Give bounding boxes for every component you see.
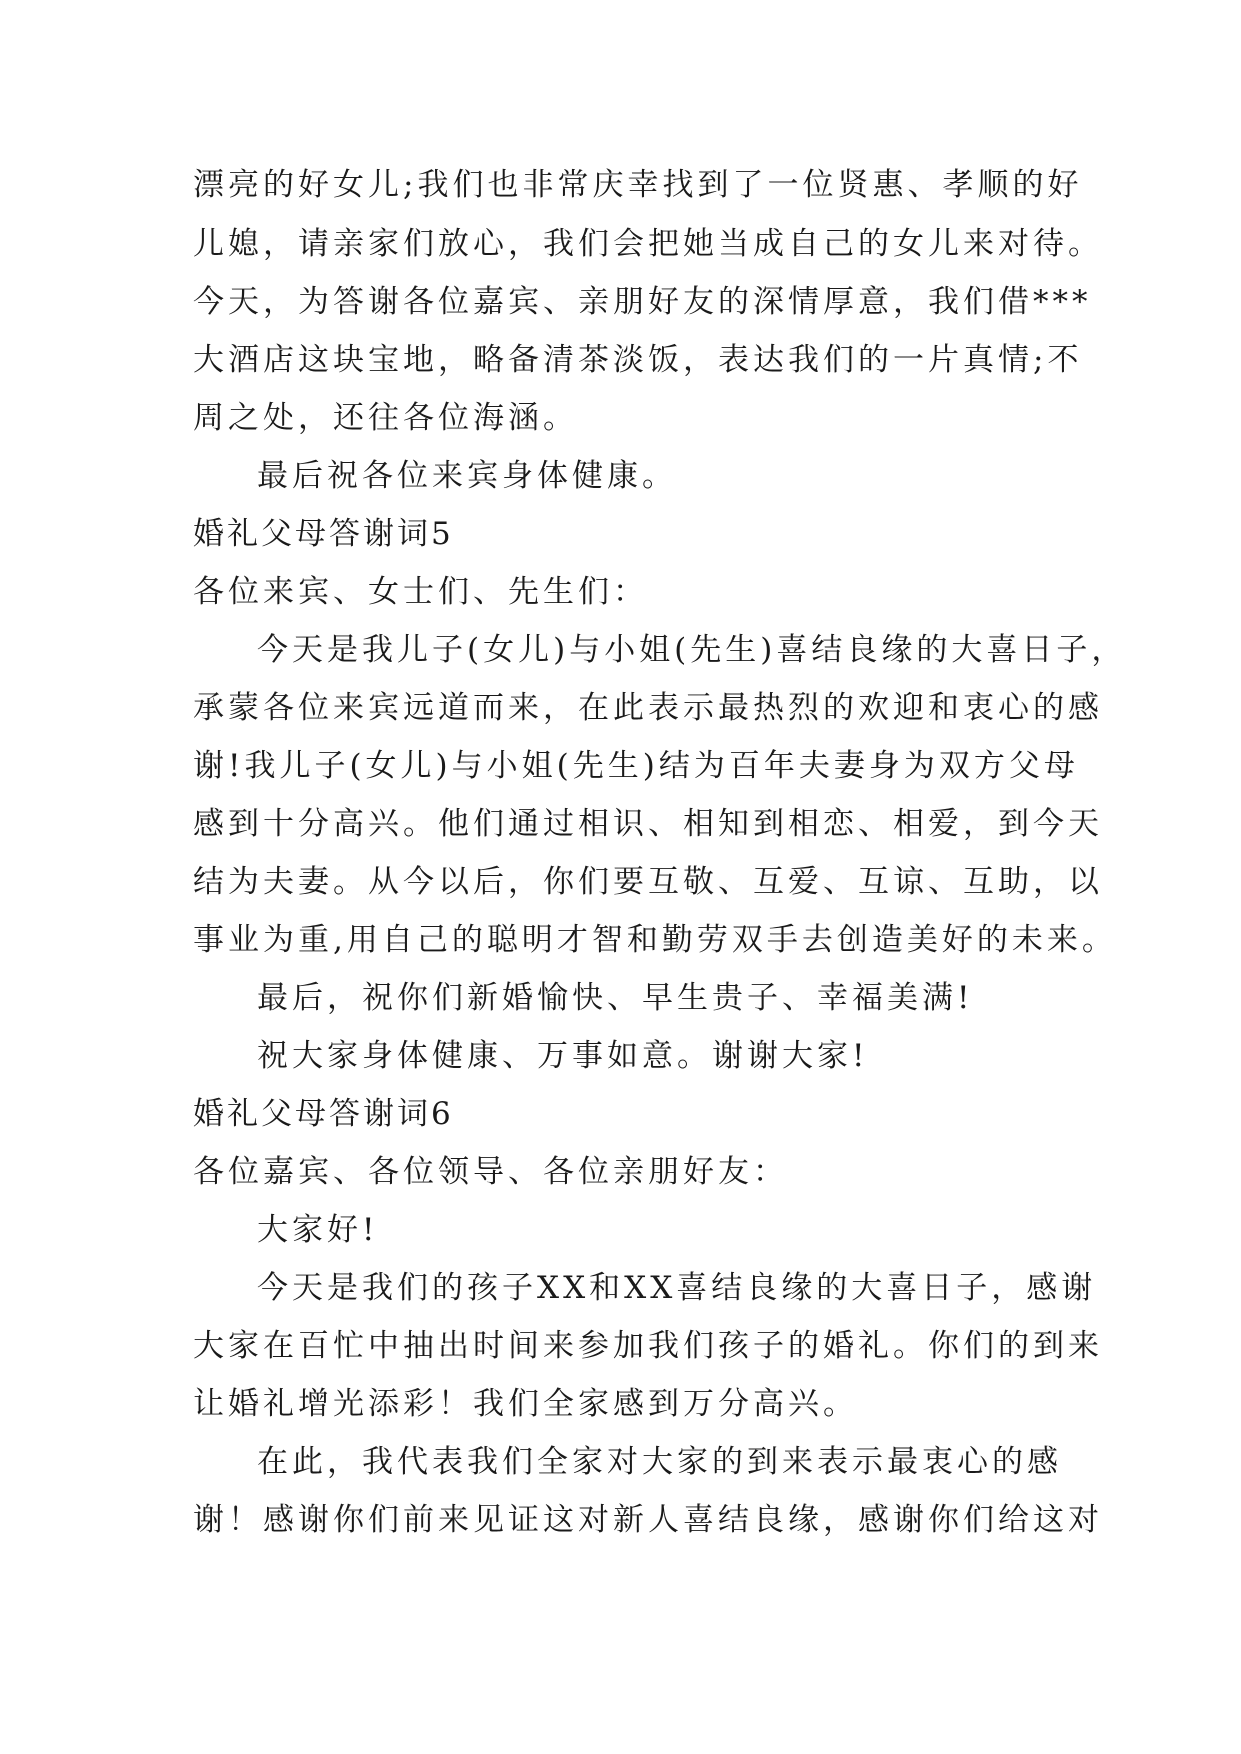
paragraph-line: 今天，为答谢各位嘉宾、亲朋好友的深情厚意，我们借*** xyxy=(193,284,1092,320)
paragraph-line: 大家在百忙中抽出时间来参加我们孩子的婚礼。你们的到来 xyxy=(193,1328,1103,1364)
paragraph-line: 在此，我代表我们全家对大家的到来表示最衷心的感 xyxy=(257,1444,1062,1480)
paragraph-line: 结为夫妻。从今以后，你们要互敬、互爱、互谅、互助，以 xyxy=(193,864,1103,900)
paragraph-line: 今天是我们的孩子XX和XX喜结良缘的大喜日子，感谢 xyxy=(257,1270,1097,1306)
paragraph-line: 谢!我儿子(女儿)与小姐(先生)结为百年夫妻身为双方父母 xyxy=(193,748,1079,784)
paragraph-line: 大酒店这块宝地，略备清茶淡饭，表达我们的一片真情;不 xyxy=(193,342,1083,378)
salutation-line: 各位嘉宾、各位领导、各位亲朋好友： xyxy=(193,1154,788,1190)
paragraph-line: 事业为重,用自己的聪明才智和勤劳双手去创造美好的未来。 xyxy=(193,922,1117,958)
paragraph-line: 最后祝各位来宾身体健康。 xyxy=(257,458,677,494)
salutation-line: 各位来宾、女士们、先生们： xyxy=(193,574,648,610)
paragraph-line: 周之处，还往各位海涵。 xyxy=(193,400,578,436)
section-heading: 婚礼父母答谢词5 xyxy=(193,516,454,552)
paragraph-line: 谢！感谢你们前来见证这对新人喜结良缘，感谢你们给这对 xyxy=(193,1502,1103,1538)
paragraph-line: 儿媳，请亲家们放心，我们会把她当成自己的女儿来对待。 xyxy=(193,226,1103,262)
paragraph-line: 最后，祝你们新婚愉快、早生贵子、幸福美满! xyxy=(257,980,974,1016)
section-heading: 婚礼父母答谢词6 xyxy=(193,1096,454,1132)
paragraph-line: 感到十分高兴。他们通过相识、相知到相恋、相爱，到今天 xyxy=(193,806,1103,842)
paragraph-line: 让婚礼增光添彩！我们全家感到万分高兴。 xyxy=(193,1386,858,1422)
paragraph-line: 承蒙各位来宾远道而来，在此表示最热烈的欢迎和衷心的感 xyxy=(193,690,1103,726)
paragraph-line: 祝大家身体健康、万事如意。谢谢大家! xyxy=(257,1038,869,1074)
paragraph-line: 大家好! xyxy=(257,1212,379,1248)
paragraph-line: 今天是我儿子(女儿)与小姐(先生)喜结良缘的大喜日子， xyxy=(257,632,1127,668)
paragraph-line: 漂亮的好女儿;我们也非常庆幸找到了一位贤惠、孝顺的好 xyxy=(193,167,1083,203)
